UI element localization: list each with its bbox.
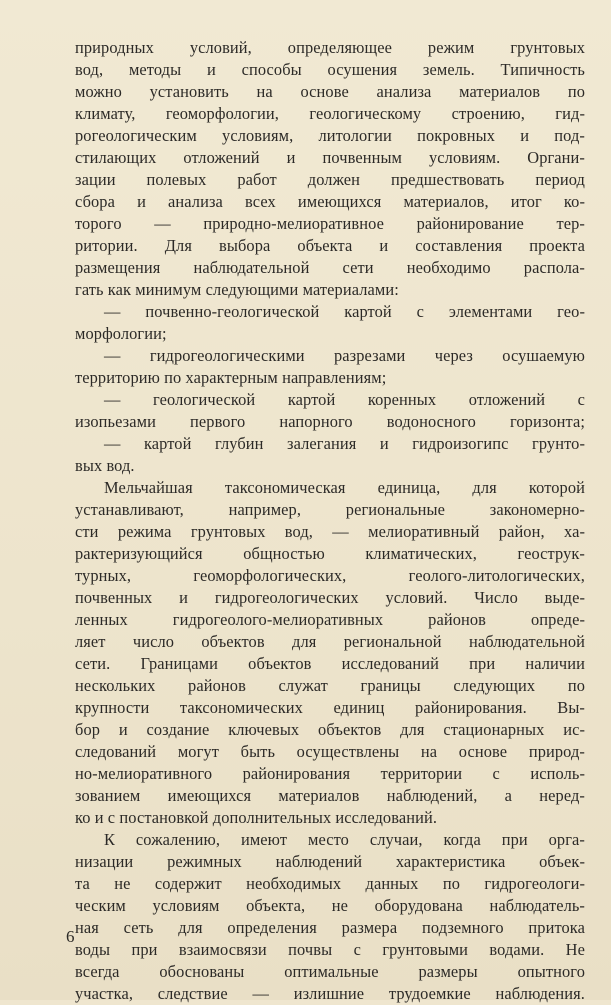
text-line: вых вод. [75, 456, 135, 475]
text-line: та не содержит необходимых данных по гидрогеологи- [75, 874, 585, 893]
text-line: — геологической картой коренных отложений с [104, 390, 585, 409]
text-line: сети. Границами объектов исследований при наличии [75, 654, 585, 673]
text-line: почвенных и гидрогеологических условий. Число выде- [75, 588, 585, 607]
text-line: торого — природно-мелиоративное районирование тер- [75, 214, 585, 233]
text-line: изопьезами первого напорного водоносного горизонта; [75, 412, 585, 431]
text-line: вод, методы и способы осушения земель. Типичность [75, 60, 585, 79]
text-line: турных, геоморфологических, геолого-литологических, [75, 566, 585, 585]
text-line: природных условий, определяющее режим грунтовых [75, 38, 585, 57]
text-line: зованием имеющихся материалов наблюдений, а неред- [75, 786, 585, 805]
page-number: 6 [66, 927, 75, 946]
text-line: ко и с постановкой дополнительных исследований. [75, 808, 438, 827]
text-line: ляет число объектов для региональной наблюдательной [75, 632, 585, 651]
text-line: территорию по характерным направлениям; [75, 368, 387, 387]
text-line: ленных гидрогеолого-мелиоративных районов опреде- [75, 610, 585, 629]
text-line: устанавливают, например, региональные закономерно- [75, 500, 585, 519]
text-line: К сожалению, имеют место случаи, когда при орга- [104, 830, 585, 849]
text-line: нескольких районов служат границы следующих по [75, 676, 585, 695]
text-line: морфологии; [75, 324, 167, 343]
text-line: — почвенно-геологической картой с элементами гео- [104, 302, 585, 321]
text-line: — гидрогеологическими разрезами через осушаемую [104, 346, 585, 365]
body-text [75, 37, 585, 1005]
text-line: сбора и анализа всех имеющихся материалов, итог ко- [75, 192, 585, 211]
text-line: бор и создание ключевых объектов для стационарных ис- [75, 720, 585, 739]
text-line: зации полевых работ должен предшествовать период [75, 170, 585, 189]
text-line: низации режимных наблюдений характеристика объек- [75, 852, 585, 871]
text-line: гать как минимум следующими материалами: [75, 280, 399, 299]
text-line: рактеризующийся общностью климатических, геострук- [75, 544, 585, 563]
text-line: можно установить на основе анализа материалов по [75, 82, 585, 101]
text-line: следований могут быть осуществлены на основе природ- [75, 742, 585, 761]
text-line: стилающих отложений и почвенным условиям. Органи- [75, 148, 585, 167]
text-line: Мельчайшая таксономическая единица, для которой [104, 478, 585, 497]
text-line: ная сеть для определения размера подземного притока [75, 918, 585, 937]
text-line: крупности таксономических единиц районирования. Вы- [75, 698, 585, 717]
text-line: сти режима грунтовых вод, — мелиоративный район, ха- [75, 522, 585, 541]
text-line: рогеологическим условиям, литологии покровных и под- [75, 126, 585, 145]
text-line: всегда обоснованы оптимальные размеры опытного [75, 962, 585, 981]
text-line: климату, геоморфологии, геологическому строению, гид- [75, 104, 585, 123]
text-line: — картой глубин залегания и гидроизогипс грунто- [104, 434, 585, 453]
text-line: но-мелиоративного районирования территории с исполь- [75, 764, 585, 783]
text-line: ческим условиям объекта, не оборудована наблюдатель- [75, 896, 585, 915]
text-line: воды при взаимосвязи почвы с грунтовыми водами. Не [75, 940, 585, 959]
text-line: участка, следствие — излишние трудоемкие наблюдения. [75, 984, 585, 1003]
text-line: размещения наблюдательной сети необходимо распола- [75, 258, 585, 277]
text-line: ритории. Для выбора объекта и составления проекта [75, 236, 585, 255]
